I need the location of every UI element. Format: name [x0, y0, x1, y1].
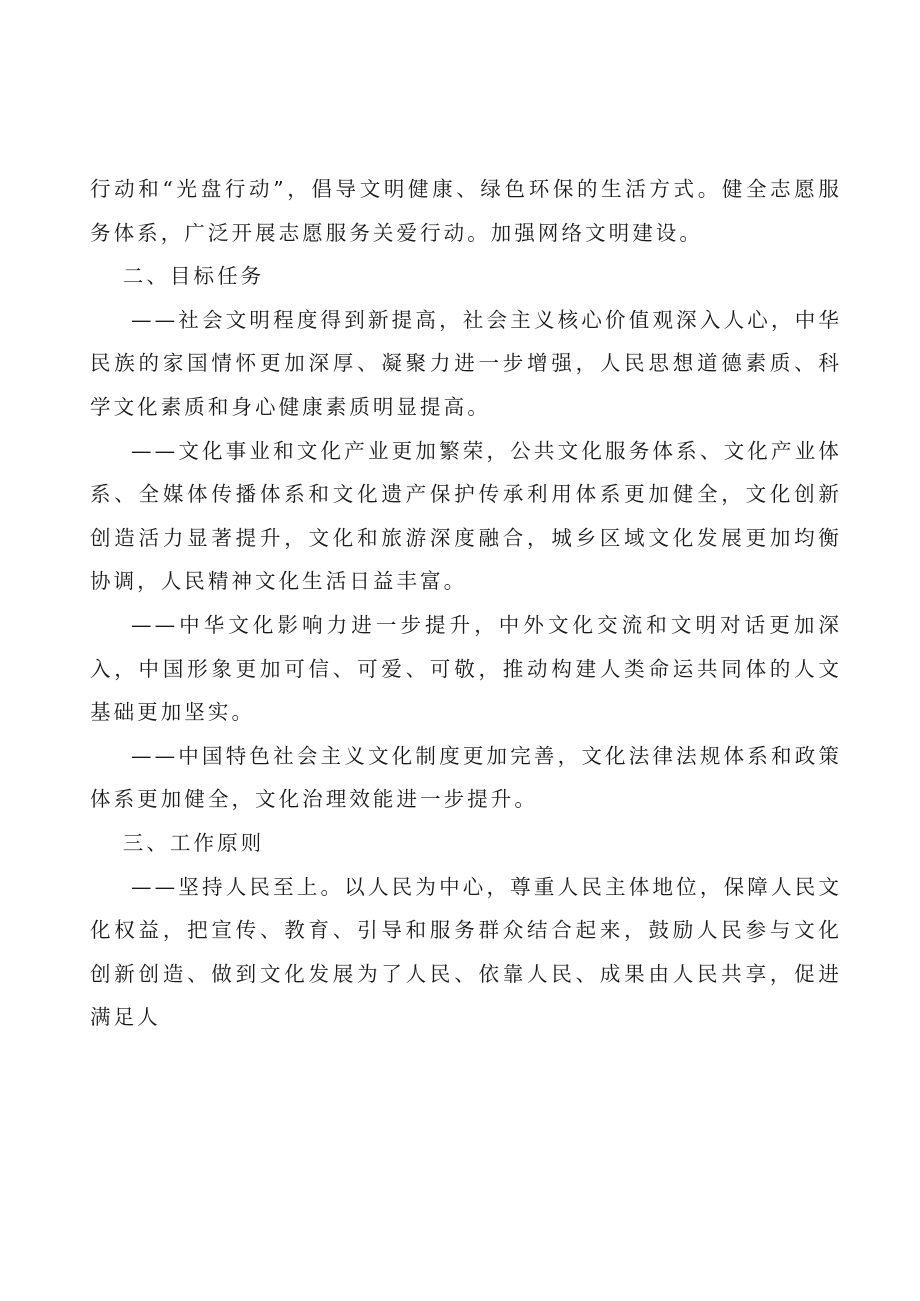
- document-body: [90, 168, 842, 1040]
- goal-paragraph-2: ——文化事业和文化产业更加繁荣，公共文化服务体系、文化产业体系、全媒体传播体系和文化遗产保护传承利用体系更加健全，文化创新创造活力显著提升，文化和旅游深度融合，城乡区域文化发展更加均衡协调，人民精神文化生活日益丰富。: [90, 438, 842, 594]
- continuation-paragraph: 行动和“光盘行动”，倡导文明健康、绿色环保的生活方式。健全志愿服务体系，广泛开展志愿服务关爱行动。加强网络文明建设。: [90, 177, 842, 245]
- goal-paragraph-3: ——中华文化影响力进一步提升，中外文化交流和文明对话更加深入，中国形象更加可信、可爱、可敬，推动构建人类命运共同体的人文基础更加坚实。: [90, 612, 842, 725]
- goal-paragraph-1: ——社会文明程度得到新提高，社会主义核心价值观深入人心，中华民族的家国情怀更加深厚、凝聚力进一步增强，人民思想道德素质、科学文化素质和身心健康素质明显提高。: [90, 307, 842, 419]
- section-heading-goals: 二、目标任务: [122, 264, 265, 289]
- section-heading-principles: 三、工作原则: [122, 830, 265, 855]
- principle-paragraph-1: ——坚持人民至上。以人民为中心，尊重人民主体地位，保障人民文化权益，把宣传、教育、引导和服务群众结合起来，鼓励人民参与文化创新创造、做到文化发展为了人民、依靠人民、成果由人民共享，促进满足人: [90, 874, 842, 1030]
- goal-paragraph-4: ——中国特色社会主义文化制度更加完善，文化法律法规体系和政策体系更加健全，文化治理效能进一步提升。: [90, 743, 842, 812]
